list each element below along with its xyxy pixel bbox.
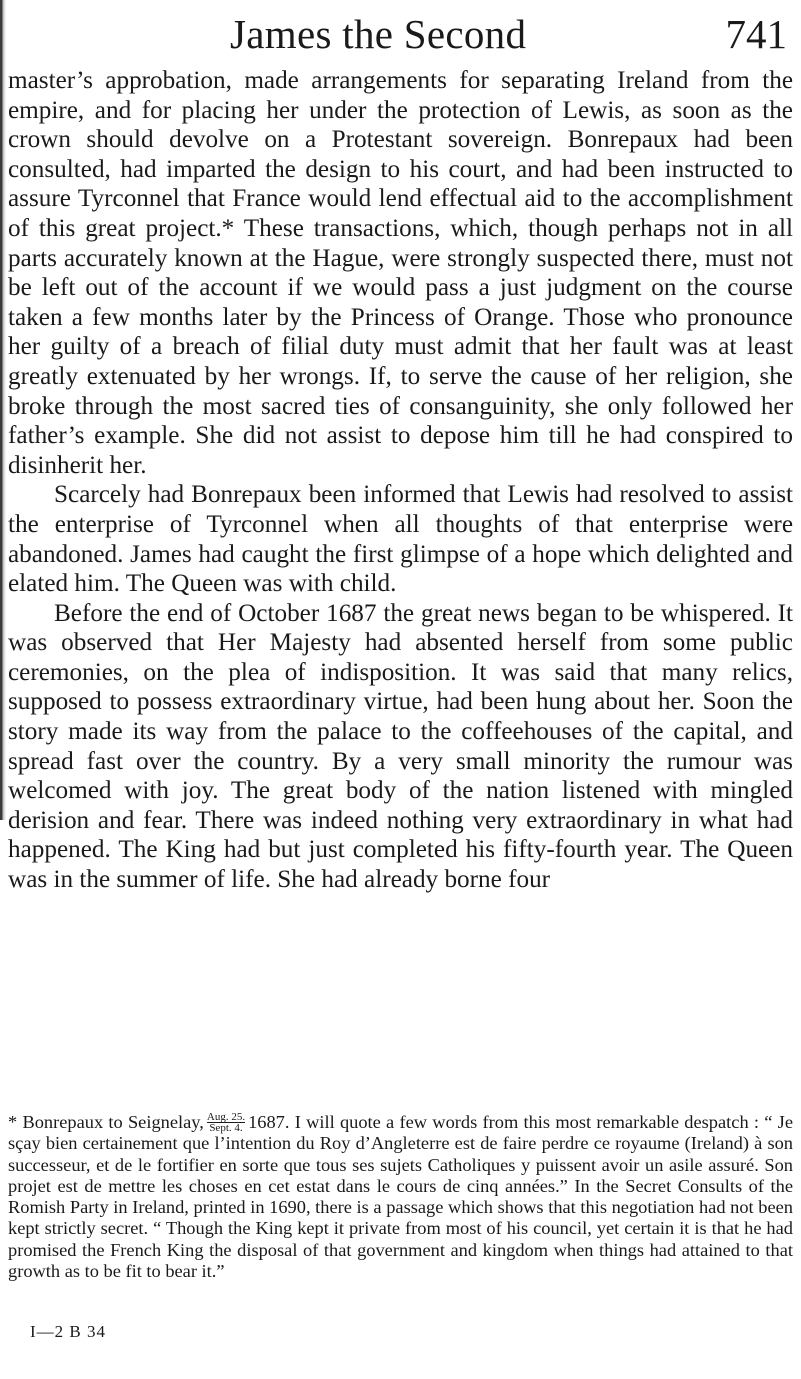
- body-text: [8, 66, 793, 895]
- footnote-lead: * Bonrepaux to Seignelay,: [8, 1112, 204, 1132]
- footnote-date-fraction: [207, 1112, 245, 1133]
- footnote: [8, 1112, 793, 1282]
- page-number: 741: [725, 11, 787, 57]
- book-page: [8, 0, 793, 1341]
- page-header: [8, 6, 793, 68]
- footnote-date-top: Aug. 25.: [206, 1111, 246, 1123]
- paragraph-1: master’s approbation, made arrangements for separating Ireland from the empire, and for placing her under the protection of Lewis, as soon as the crown should devolve on a Protestant sovereign. Bonrepaux had been consulted, had imparted the design to his court, and had been instructed to assure Tyrconnel that France would lend effectual aid to the accomplishment of this great project.* These transactions, which, though perhaps not in all parts accurately known at the Hague, were strongly suspected there, must not be left out of the account if we would pass a just judgment on the course taken a few months later by the Princess of Orange. Those who pronounce her guilty of a breach of filial duty must admit that her fault was at least greatly extenuated by her wrongs. If, to serve the cause of her religion, she broke through the most sacred ties of consanguinity, she only followed her father’s example. She did not assist to depose him till he had conspired to disinherit her.: [8, 67, 793, 479]
- page-gutter-shadow: [0, 0, 6, 820]
- footnote-text: 1687. I will quote a few words from this most remarkable despatch : “ Je sçay bien certainement que l’intention du Roy d’Angleterre est de faire perdre ce royaume (Ireland) à son successeur, et de le fortifier en sorte que tous ses sujets Catholiques y puissent avoir un asile assuré. Son projet est de mettre les choses en cet estat dans le cours de cinq années.” In the Secret Consults of the Romish Party in Ireland, printed in 1690, there is a passage which shows that this negotiation had not been kept strictly secret. “ Though the King kept it private from most of his council, yet certain it is that he had promised the French King the disposal of that government and kingdom when things had attained to that growth as to be fit to bear it.”: [8, 1112, 793, 1282]
- paragraph-3: Before the end of October 1687 the great news began to be whispered. It was observed that Her Majesty had absented herself from some public ceremonies, on the plea of indisposition. It was said that many relics, supposed to possess extraordinary virtue, had been hung about her. Soon the story made its way from the palace to the coffeehouses of the capital, and spread fast over the country. By a very small minority the rumour was welcomed with joy. The great body of the nation listened with mingled derision and fear. There was indeed nothing very extraordinary in what had happened. The King had but just completed his fifty-fourth year. The Queen was in the summer of life. She had already borne four: [8, 599, 793, 894]
- paragraph-2: Scarcely had Bonrepaux been informed that Lewis had resolved to assist the enterprise of Tyrconnel when all thoughts of that enterprise were abandoned. James had caught the first glimpse of a hope which delighted and elated him. The Queen was with child.: [8, 481, 793, 598]
- running-title: James the Second: [230, 11, 527, 57]
- footnote-paragraph: [8, 1112, 793, 1282]
- footnote-date-bottom: Sept. 4.: [209, 1122, 243, 1134]
- printer-signature: I—2 B 34: [30, 1322, 106, 1341]
